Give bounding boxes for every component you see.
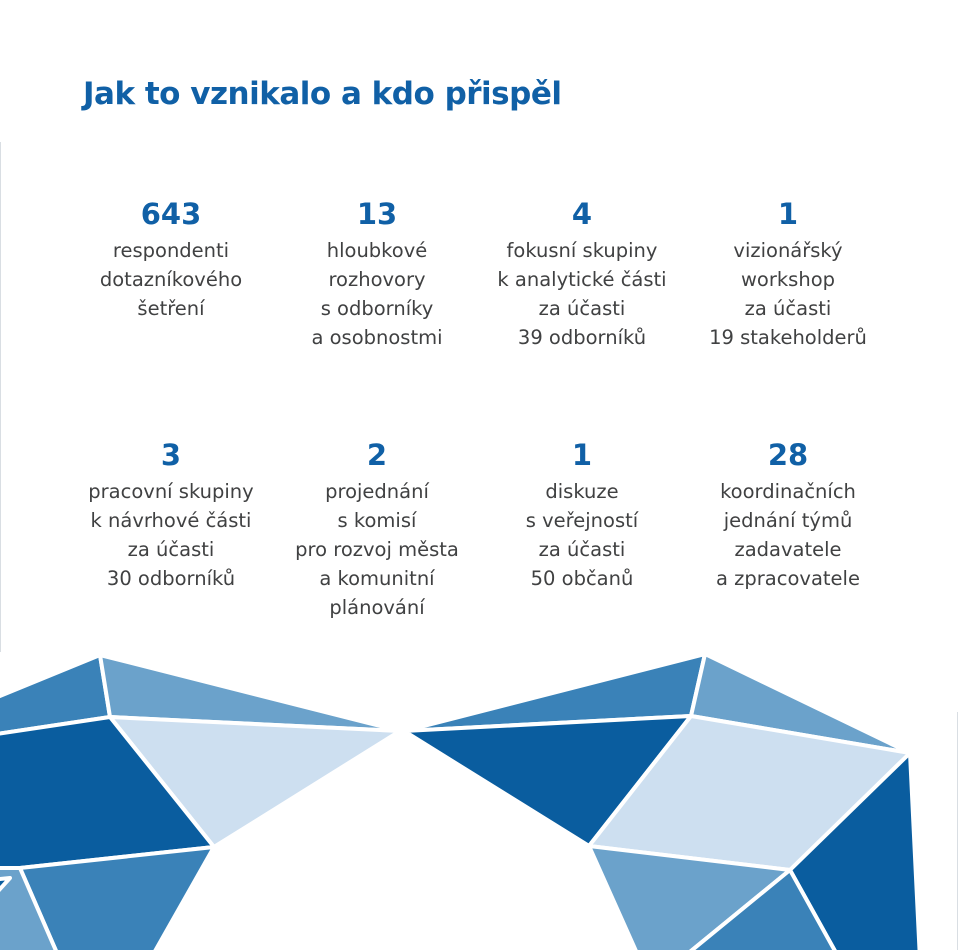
stat-coordination [685,439,891,593]
stat-number: 4 [571,197,593,231]
stat-public-discussion [479,439,685,593]
stat-interviews [274,198,480,352]
stat-description: pracovní skupiny k návrhové části za účasti 30 odborníků [88,480,254,590]
stat-focus-groups [479,198,685,352]
stat-number: 1 [777,197,799,231]
stat-number: 1 [571,438,593,472]
page-title: Jak to vznikalo a kdo přispěl [83,76,562,112]
stat-description: respondenti dotazníkového šetření [99,239,243,320]
stat-description: vizionářský workshop za účasti 19 stakeholderů [709,239,867,349]
stat-number: 2 [366,438,388,472]
stat-commission [274,439,480,622]
stat-number: 3 [160,438,182,472]
stat-description: projednání s komisí pro rozvoj města a komunitní plánování [295,480,459,619]
stat-number: 13 [356,197,398,231]
stat-working-groups [68,439,274,593]
stat-number: 643 [140,197,202,231]
stat-respondents [68,198,274,323]
polygon-decoration [0,640,960,950]
stat-workshop [685,198,891,352]
stat-description: hloubkové rozhovory s odborníky a osobnostmi [311,239,443,349]
stat-description: fokusní skupiny k analytické části za účasti 39 odborníků [497,239,667,349]
stat-description: koordinačních jednání týmů zadavatele a zpracovatele [716,480,860,590]
stat-description: diskuze s veřejností za účasti 50 občanů [525,480,639,590]
left-margin-rule [0,142,1,652]
stat-number: 28 [767,438,809,472]
